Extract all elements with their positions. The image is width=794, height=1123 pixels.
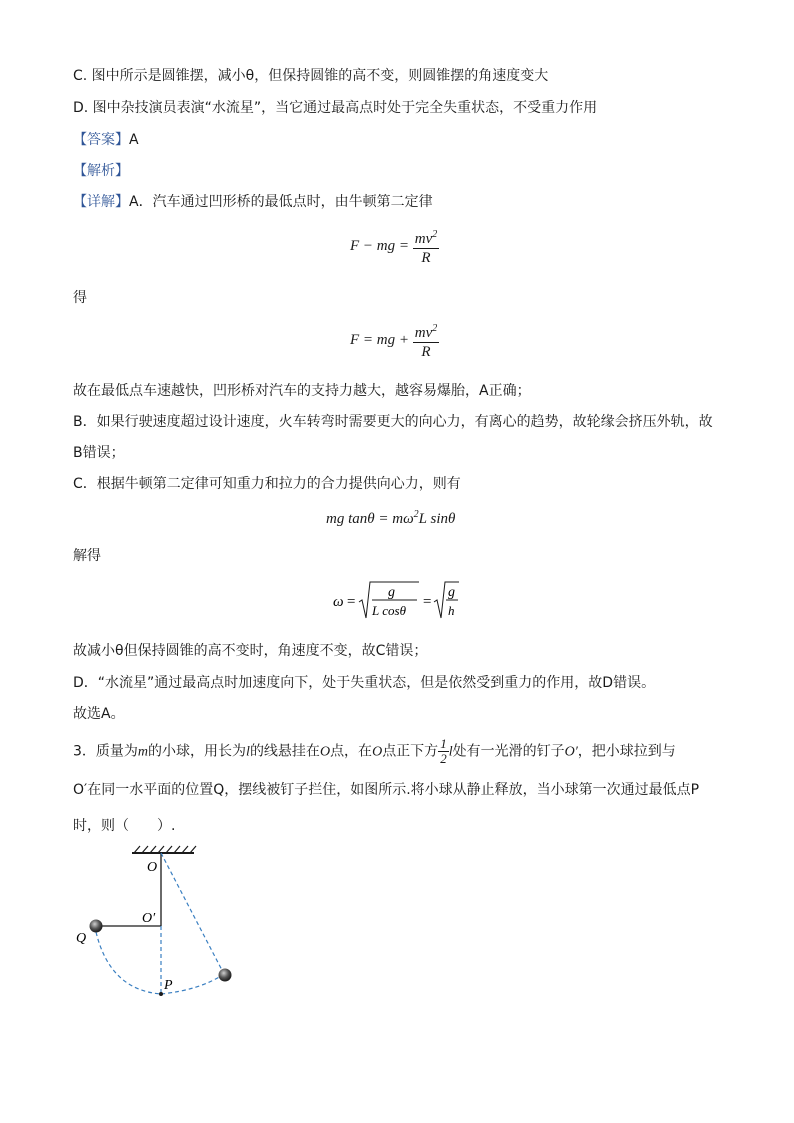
q3-text-a: 3．质量为 xyxy=(73,743,138,760)
answer-line xyxy=(73,130,139,150)
option-c-text: C. 图中所示是圆锥摆，减小θ，但保持圆锥的高不变，则圆锥摆的角速度变大 xyxy=(73,68,549,84)
question-3-line-1 xyxy=(73,737,676,766)
answer-label: 【答案】 xyxy=(73,132,129,148)
q3-half-fraction: $\frac{1}{2}$ xyxy=(440,736,447,766)
q3-l2: l xyxy=(448,744,453,760)
equation-3: mg $\tan\theta = m\omega^2L$ sinθ xyxy=(326,509,456,527)
equation-1: F − mg = $\frac{mv^2}{R}$ xyxy=(350,226,439,267)
q3-m: m xyxy=(137,744,149,760)
conclusion-a: 故在最低点车速越快，凹形桥对汽车的支持力越大，越容易爆胎，A正确； xyxy=(73,383,531,399)
ball-right xyxy=(219,969,232,982)
dashed-string-right xyxy=(161,853,224,974)
svg-text:ω: ω xyxy=(333,594,344,610)
equation-2: F = mg + $\frac{mv^2}{R}$ xyxy=(350,320,439,361)
svg-text:L cosθ: L cosθ xyxy=(372,603,406,618)
choose-line: 故选A。 xyxy=(73,706,125,722)
q3-l: l xyxy=(246,744,250,760)
q3-text-f: 处有一光滑的钉子 xyxy=(452,743,565,760)
q3-text-e: 点正下方 xyxy=(382,743,439,760)
analysis-label: 【解析】 xyxy=(73,163,129,179)
d-line: D．“水流星”通过最高点时加速度向下，处于失重状态，但是依然受到重力的作用，故D错误。 xyxy=(73,675,656,691)
option-d-text: D. 图中杂技演员表演“水流星”，当它通过最高点时处于完全失重状态，不受重力作用 xyxy=(73,100,598,116)
ball-q xyxy=(90,920,103,933)
question-3-line-3: 时，则（ ）. xyxy=(73,818,176,834)
b-line-2: B错误； xyxy=(73,445,125,461)
label-oprime: O′ xyxy=(142,911,156,926)
svg-text:h: h xyxy=(448,603,455,618)
q3-o2: O xyxy=(372,744,383,760)
detail-a-line xyxy=(73,192,433,212)
svg-text:g: g xyxy=(388,585,395,600)
detail-a-text: A．汽车通过凹形桥的最低点时，由牛顿第二定律 xyxy=(129,194,433,210)
q3-text-b: 的小球，用长为 xyxy=(148,743,247,760)
pendulum-figure xyxy=(70,840,330,1020)
dashed-arc-left xyxy=(96,932,161,994)
svg-text:=: = xyxy=(422,594,433,610)
de-text: 得 xyxy=(73,290,87,306)
svg-text:g: g xyxy=(448,585,455,600)
q3-o: O xyxy=(319,744,331,760)
q3-text-c: 的线悬挂在 xyxy=(249,743,320,760)
q3-text-g: ，把小球拉到与 xyxy=(577,743,676,760)
ceiling-hatch xyxy=(134,846,196,853)
c-line: C．根据牛顿第二定律可知重力和拉力的合力提供向心力，则有 xyxy=(73,476,461,492)
jiede-text: 解得 xyxy=(73,548,101,564)
point-p xyxy=(159,992,163,996)
label-q: Q xyxy=(76,931,87,946)
svg-text:=: = xyxy=(346,594,357,610)
c-conclusion: 故减小θ但保持圆锥的高不变时，角速度不变，故C错误； xyxy=(73,643,428,659)
q3-oprime: O′ xyxy=(564,744,578,760)
b-line-1: B．如果行驶速度超过设计速度，火车转弯时需要更大的向心力，有离心的趋势，故轮缘会挤压外轨，故 xyxy=(73,414,713,430)
equation-4 xyxy=(333,578,463,624)
label-p: P xyxy=(164,978,173,993)
question-3-line-2: O′在同一水平面的位置Q，摆线被钉子拦住，如图所示.将小球从静止释放，当小球第一次通过最低点P xyxy=(73,782,700,798)
q3-text-d: 点，在 xyxy=(330,743,373,760)
answer-value: A xyxy=(129,132,139,148)
detail-label: 【详解】 xyxy=(73,194,129,210)
equation-4-graphic xyxy=(333,578,463,624)
label-o: O xyxy=(147,860,158,875)
